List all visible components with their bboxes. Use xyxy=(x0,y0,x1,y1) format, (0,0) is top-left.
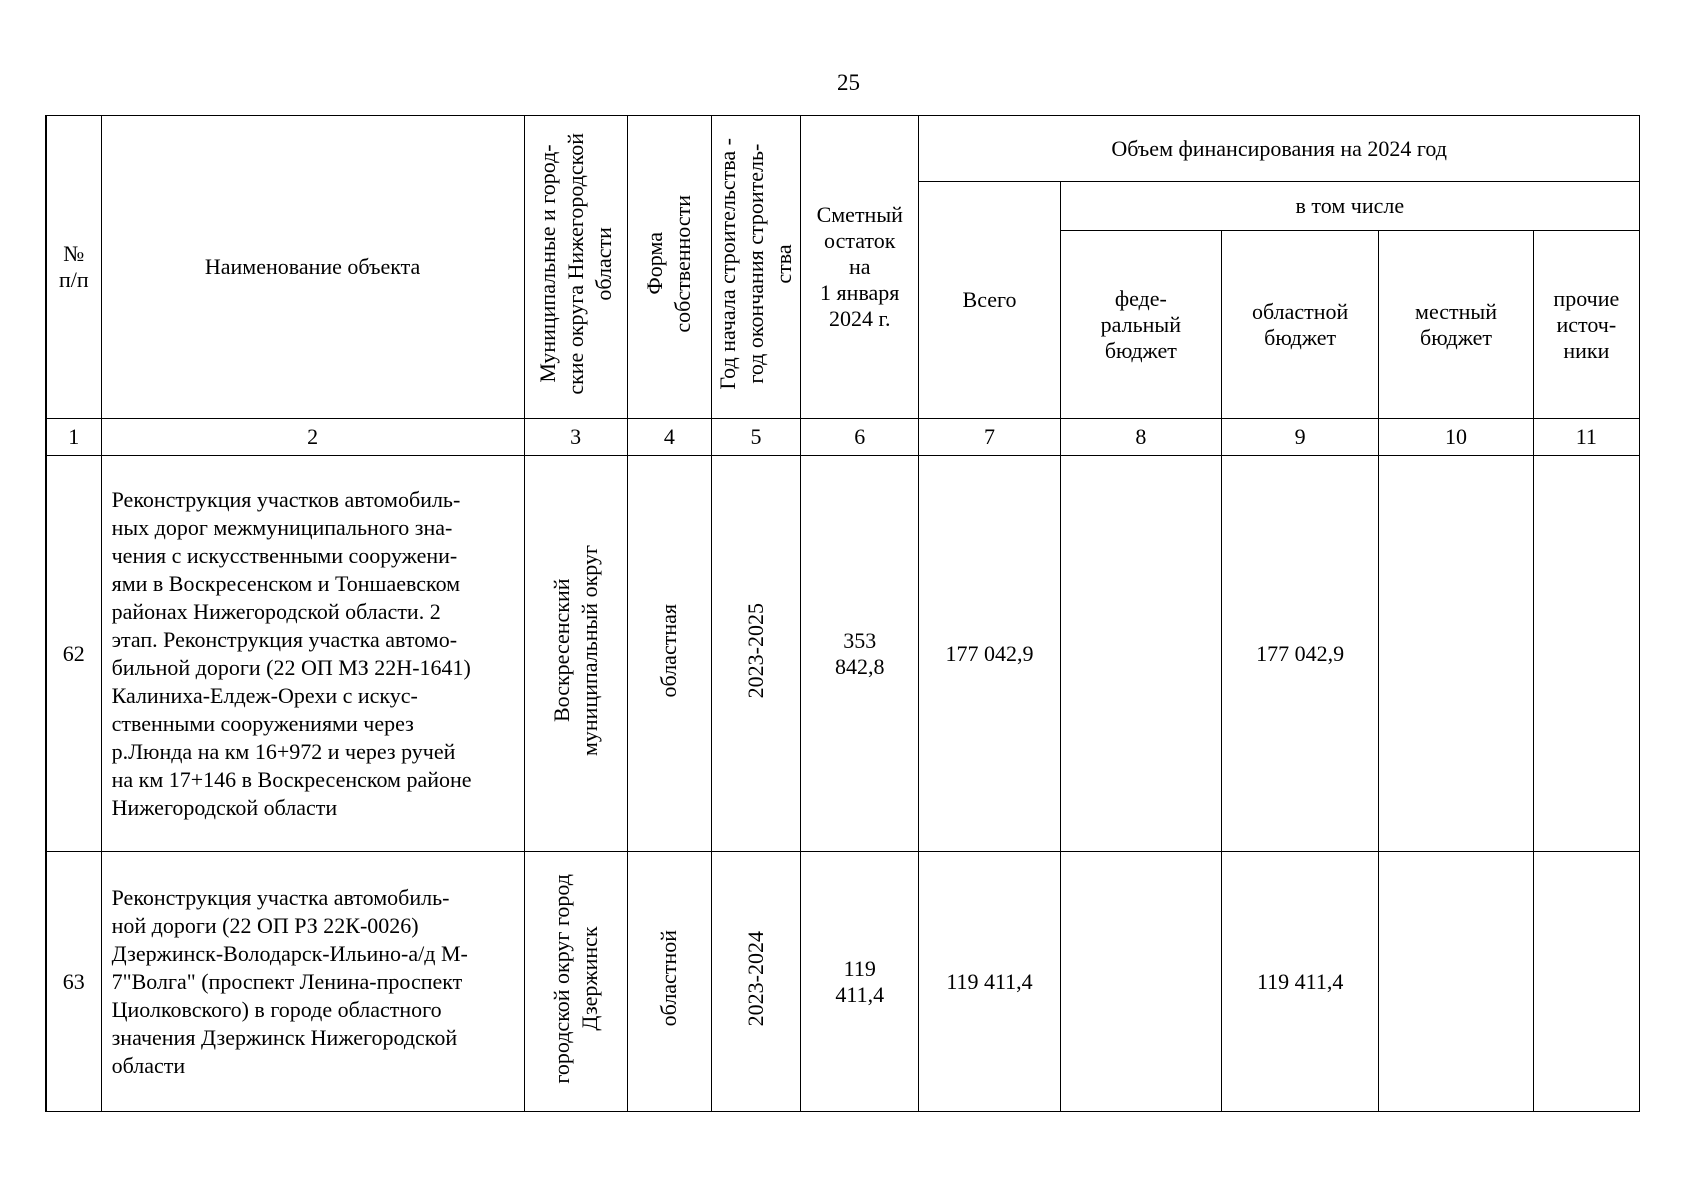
financing-table xyxy=(45,115,1640,1112)
header-municipality-text: Муниципальные и город- ские округа Нижегородской области xyxy=(534,133,616,395)
column-numbers-row xyxy=(46,419,1640,456)
column-number: 4 xyxy=(627,419,711,456)
header-other: прочие источ- ники xyxy=(1533,231,1639,419)
row-municipality xyxy=(524,852,627,1112)
header-funding: Объем финансирования на 2024 год xyxy=(919,116,1640,182)
row-municipality-text: городской округ город Дзержинск xyxy=(548,873,602,1084)
row-remainder: 353 842,8 xyxy=(801,456,919,852)
row-regional: 177 042,9 xyxy=(1222,456,1379,852)
row-years xyxy=(711,852,800,1112)
row-federal xyxy=(1060,852,1221,1112)
row-years-text: 2023-2025 xyxy=(743,602,769,699)
row-ownership-text: областная xyxy=(656,603,682,698)
column-number: 8 xyxy=(1060,419,1221,456)
row-num: 62 xyxy=(46,456,101,852)
table-row xyxy=(46,456,1640,852)
row-object-name: Реконструкция участков автомобиль- ных дорог межмуниципального зна- чения с искусственными сооружени- ями в Воскресенском и Тоншаевском районах Нижегородской области. 2 этап. Реконструкция участка автомо- бильной дороги (22 ОП МЗ 22Н-1641) Калиниха-Елдеж-Орехи с искус- ственными сооружениями через р.Люнда на км 16+972 и через ручей на км 17+146 в Воскресенском районе Нижегородской области xyxy=(101,456,524,852)
header-years-text: Год начала строительства - год окончания строитель- ства xyxy=(715,138,797,390)
row-years-text: 2023-2024 xyxy=(743,930,769,1027)
row-federal xyxy=(1060,456,1221,852)
row-remainder: 119 411,4 xyxy=(801,852,919,1112)
header-regional: областной бюджет xyxy=(1222,231,1379,419)
row-ownership-text: областной xyxy=(656,930,682,1027)
row-other xyxy=(1533,456,1639,852)
header-object-name: Наименование объекта xyxy=(101,116,524,419)
row-ownership xyxy=(627,456,711,852)
column-number: 9 xyxy=(1222,419,1379,456)
column-number: 7 xyxy=(919,419,1060,456)
row-municipality-text: Воскресенский муниципальный округ xyxy=(548,544,602,756)
row-other xyxy=(1533,852,1639,1112)
header-federal: феде- ральный бюджет xyxy=(1060,231,1221,419)
row-total: 177 042,9 xyxy=(919,456,1060,852)
row-local xyxy=(1379,852,1533,1112)
row-object-name: Реконструкция участка автомобиль- ной дороги (22 ОП РЗ 22К-0026) Дзержинск-Володарск-Ильино-а/д М- 7"Волга" (проспект Ленина-проспект Циолковского) в городе областного значения Дзержинск Нижегородской области xyxy=(101,852,524,1112)
column-number: 11 xyxy=(1533,419,1639,456)
row-ownership xyxy=(627,852,711,1112)
row-regional: 119 411,4 xyxy=(1222,852,1379,1112)
table-row xyxy=(46,852,1640,1112)
header-municipality xyxy=(524,116,627,419)
row-years xyxy=(711,456,800,852)
header-years xyxy=(711,116,800,419)
column-number: 1 xyxy=(46,419,101,456)
column-number: 10 xyxy=(1379,419,1533,456)
header-including: в том числе xyxy=(1060,182,1639,231)
row-total: 119 411,4 xyxy=(919,852,1060,1112)
header-ownership-text: Форма собственности xyxy=(642,195,696,333)
column-number: 3 xyxy=(524,419,627,456)
header-num: № п/п xyxy=(46,116,101,419)
column-number: 5 xyxy=(711,419,800,456)
column-number: 6 xyxy=(801,419,919,456)
header-remainder: Сметный остаток на 1 января 2024 г. xyxy=(801,116,919,419)
column-number: 2 xyxy=(101,419,524,456)
row-local xyxy=(1379,456,1533,852)
page-number: 25 xyxy=(837,70,860,95)
header-ownership xyxy=(627,116,711,419)
header-total: Всего xyxy=(919,182,1060,419)
header-local: местный бюджет xyxy=(1379,231,1533,419)
row-num: 63 xyxy=(46,852,101,1112)
row-municipality xyxy=(524,456,627,852)
